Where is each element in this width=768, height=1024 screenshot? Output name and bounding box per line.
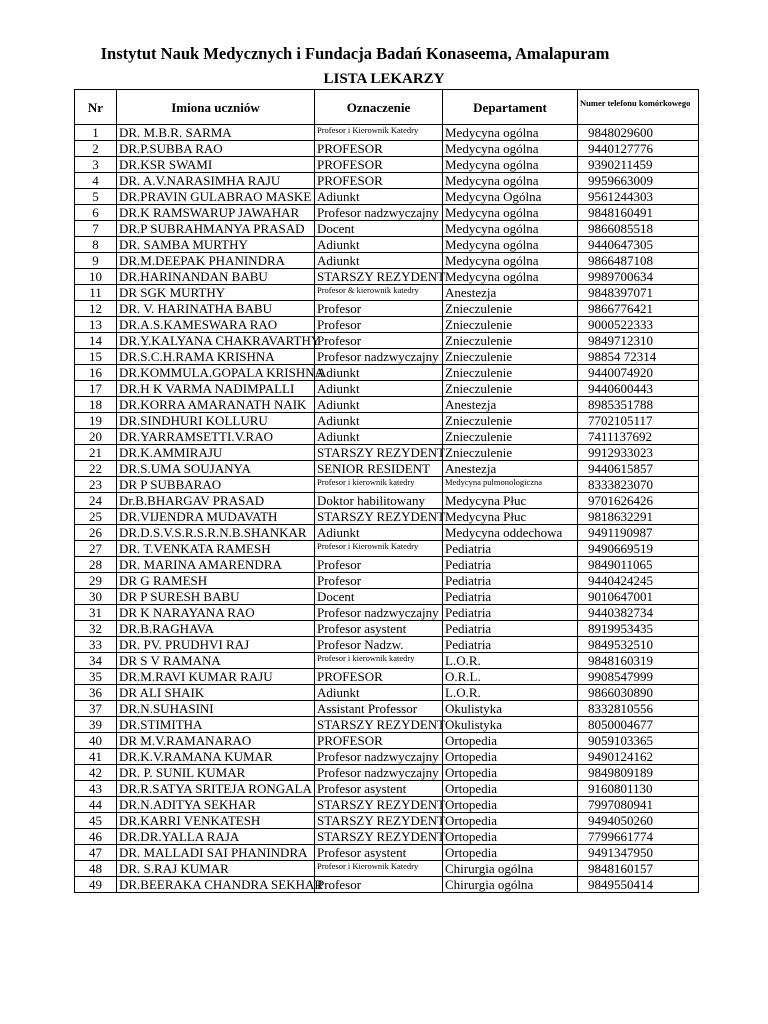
cell-phone: 9491347950 bbox=[578, 845, 699, 861]
column-header-nr: Nr bbox=[75, 90, 117, 125]
cell-name: DR.VIJENDRA MUDAVATH bbox=[117, 509, 315, 525]
cell-department: Znieczulenie bbox=[443, 445, 578, 461]
cell-name: DR. MALLADI SAI PHANINDRA bbox=[117, 845, 315, 861]
cell-designation: SENIOR RESIDENT bbox=[315, 461, 443, 477]
cell-name: DR.HARINANDAN BABU bbox=[117, 269, 315, 285]
cell-name: DR. SAMBA MURTHY bbox=[117, 237, 315, 253]
table-row bbox=[75, 477, 699, 493]
cell-nr: 35 bbox=[75, 669, 117, 685]
cell-department: Medycyna pulmonologiczna bbox=[443, 477, 578, 493]
table-row bbox=[75, 157, 699, 173]
cell-nr: 37 bbox=[75, 701, 117, 717]
cell-nr: 41 bbox=[75, 749, 117, 765]
cell-designation: Adiunkt bbox=[315, 237, 443, 253]
cell-nr: 17 bbox=[75, 381, 117, 397]
cell-name: DR. PV. PRUDHVI RAJ bbox=[117, 637, 315, 653]
cell-nr: 40 bbox=[75, 733, 117, 749]
cell-department: Okulistyka bbox=[443, 717, 578, 733]
cell-designation: Profesor asystent bbox=[315, 845, 443, 861]
cell-department: Ortopedia bbox=[443, 781, 578, 797]
cell-phone: 9849532510 bbox=[578, 637, 699, 653]
cell-nr: 18 bbox=[75, 397, 117, 413]
cell-department: Chirurgia ogólna bbox=[443, 861, 578, 877]
cell-designation: Profesor Nadzw. bbox=[315, 637, 443, 653]
cell-nr: 25 bbox=[75, 509, 117, 525]
cell-nr: 43 bbox=[75, 781, 117, 797]
cell-name: DR.YARRAMSETTI.V.RAO bbox=[117, 429, 315, 445]
cell-nr: 10 bbox=[75, 269, 117, 285]
cell-designation: Adiunkt bbox=[315, 685, 443, 701]
cell-department: Medycyna ogólna bbox=[443, 253, 578, 269]
cell-name: DR.S.UMA SOUJANYA bbox=[117, 461, 315, 477]
cell-phone: 9010647001 bbox=[578, 589, 699, 605]
cell-nr: 11 bbox=[75, 285, 117, 301]
cell-phone: 9989700634 bbox=[578, 269, 699, 285]
cell-phone: 9490669519 bbox=[578, 541, 699, 557]
cell-nr: 28 bbox=[75, 557, 117, 573]
cell-designation: Adiunkt bbox=[315, 381, 443, 397]
cell-designation: Assistant Professor bbox=[315, 701, 443, 717]
table-row bbox=[75, 829, 699, 845]
cell-phone: 7702105117 bbox=[578, 413, 699, 429]
cell-nr: 29 bbox=[75, 573, 117, 589]
cell-phone: 9440615857 bbox=[578, 461, 699, 477]
cell-designation: STARSZY REZYDENT bbox=[315, 717, 443, 733]
column-header-name: Imiona uczniów bbox=[117, 90, 315, 125]
cell-name: DR.B.RAGHAVA bbox=[117, 621, 315, 637]
cell-phone: 8333823070 bbox=[578, 477, 699, 493]
cell-name: Dr.B.BHARGAV PRASAD bbox=[117, 493, 315, 509]
table-row bbox=[75, 557, 699, 573]
cell-department: Znieczulenie bbox=[443, 333, 578, 349]
table-row bbox=[75, 685, 699, 701]
cell-designation: Adiunkt bbox=[315, 429, 443, 445]
cell-designation: Profesor bbox=[315, 573, 443, 589]
cell-designation: Profesor bbox=[315, 301, 443, 317]
cell-name: DR.Y.KALYANA CHAKRAVARTHY bbox=[117, 333, 315, 349]
cell-nr: 32 bbox=[75, 621, 117, 637]
cell-name: DR.BEERAKA CHANDRA SEKHAR bbox=[117, 877, 315, 893]
table-row bbox=[75, 365, 699, 381]
cell-designation: Profesor nadzwyczajny bbox=[315, 205, 443, 221]
institute-name: Instytut Nauk Medycznych i Fundacja Badań Konaseema, Amalapuram bbox=[100, 44, 610, 63]
cell-name: DR.A.S.KAMESWARA RAO bbox=[117, 317, 315, 333]
cell-designation: Doktor habilitowany bbox=[315, 493, 443, 509]
table-row bbox=[75, 349, 699, 365]
cell-phone: 9866776421 bbox=[578, 301, 699, 317]
cell-department: Znieczulenie bbox=[443, 429, 578, 445]
cell-phone: 9000522333 bbox=[578, 317, 699, 333]
cell-department: Ortopedia bbox=[443, 829, 578, 845]
table-row bbox=[75, 797, 699, 813]
table-row bbox=[75, 445, 699, 461]
table-body bbox=[75, 125, 699, 893]
cell-phone: 9390211459 bbox=[578, 157, 699, 173]
table-row bbox=[75, 317, 699, 333]
cell-nr: 26 bbox=[75, 525, 117, 541]
cell-name: DR.KARRI VENKATESH bbox=[117, 813, 315, 829]
cell-phone: 9866487108 bbox=[578, 253, 699, 269]
cell-nr: 46 bbox=[75, 829, 117, 845]
table-row bbox=[75, 525, 699, 541]
cell-designation: STARSZY REZYDENT bbox=[315, 797, 443, 813]
cell-designation: STARSZY REZYDENT bbox=[315, 829, 443, 845]
cell-phone: 9908547999 bbox=[578, 669, 699, 685]
cell-department: Ortopedia bbox=[443, 797, 578, 813]
cell-phone: 9912933023 bbox=[578, 445, 699, 461]
cell-designation: PROFESOR bbox=[315, 141, 443, 157]
cell-department: Medycyna ogólna bbox=[443, 237, 578, 253]
cell-phone: 8332810556 bbox=[578, 701, 699, 717]
cell-designation: PROFESOR bbox=[315, 173, 443, 189]
cell-phone: 9440647305 bbox=[578, 237, 699, 253]
cell-department: O.R.L. bbox=[443, 669, 578, 685]
cell-designation: Profesor asystent bbox=[315, 621, 443, 637]
cell-nr: 8 bbox=[75, 237, 117, 253]
cell-phone: 9848160157 bbox=[578, 861, 699, 877]
table-row bbox=[75, 845, 699, 861]
cell-department: Medycyna Ogólna bbox=[443, 189, 578, 205]
cell-designation: Profesor nadzwyczajny bbox=[315, 605, 443, 621]
cell-name: DR.P SUBRAHMANYA PRASAD bbox=[117, 221, 315, 237]
cell-designation: Profesor bbox=[315, 557, 443, 573]
table-row bbox=[75, 733, 699, 749]
cell-phone: 9160801130 bbox=[578, 781, 699, 797]
cell-nr: 45 bbox=[75, 813, 117, 829]
cell-designation: Docent bbox=[315, 221, 443, 237]
cell-designation: Adiunkt bbox=[315, 189, 443, 205]
cell-name: DR G RAMESH bbox=[117, 573, 315, 589]
cell-phone: 9866085518 bbox=[578, 221, 699, 237]
cell-nr: 47 bbox=[75, 845, 117, 861]
cell-nr: 4 bbox=[75, 173, 117, 189]
cell-phone: 9701626426 bbox=[578, 493, 699, 509]
cell-designation: Docent bbox=[315, 589, 443, 605]
cell-name: DR.K.V.RAMANA KUMAR bbox=[117, 749, 315, 765]
cell-department: Pediatria bbox=[443, 637, 578, 653]
table-row bbox=[75, 621, 699, 637]
cell-phone: 9849809189 bbox=[578, 765, 699, 781]
cell-name: DR.P.SUBBA RAO bbox=[117, 141, 315, 157]
table-row bbox=[75, 461, 699, 477]
cell-nr: 30 bbox=[75, 589, 117, 605]
cell-nr: 14 bbox=[75, 333, 117, 349]
cell-name: DR.DR.YALLA RAJA bbox=[117, 829, 315, 845]
cell-nr: 1 bbox=[75, 125, 117, 141]
table-row bbox=[75, 637, 699, 653]
table-row bbox=[75, 397, 699, 413]
cell-name: DR.K.AMMIRAJU bbox=[117, 445, 315, 461]
table-row bbox=[75, 877, 699, 893]
cell-designation: STARSZY REZYDENT bbox=[315, 269, 443, 285]
cell-designation: Adiunkt bbox=[315, 397, 443, 413]
table-row bbox=[75, 413, 699, 429]
cell-department: Medycyna ogólna bbox=[443, 221, 578, 237]
cell-phone: 8985351788 bbox=[578, 397, 699, 413]
cell-phone: 9440600443 bbox=[578, 381, 699, 397]
column-header-department: Departament bbox=[443, 90, 578, 125]
cell-name: DR.M.DEEPAK PHANINDRA bbox=[117, 253, 315, 269]
cell-department: Ortopedia bbox=[443, 733, 578, 749]
cell-department: Medycyna ogólna bbox=[443, 205, 578, 221]
cell-department: Pediatria bbox=[443, 541, 578, 557]
cell-phone: 9848160319 bbox=[578, 653, 699, 669]
cell-phone: 9059103365 bbox=[578, 733, 699, 749]
cell-department: Znieczulenie bbox=[443, 381, 578, 397]
cell-nr: 34 bbox=[75, 653, 117, 669]
cell-department: L.O.R. bbox=[443, 685, 578, 701]
cell-phone: 9849550414 bbox=[578, 877, 699, 893]
cell-nr: 16 bbox=[75, 365, 117, 381]
cell-name: DR.K RAMSWARUP JAWAHAR bbox=[117, 205, 315, 221]
cell-designation: PROFESOR bbox=[315, 669, 443, 685]
cell-phone: 9561244303 bbox=[578, 189, 699, 205]
cell-department: Pediatria bbox=[443, 589, 578, 605]
table-row bbox=[75, 333, 699, 349]
doctors-table bbox=[74, 89, 699, 893]
cell-designation: PROFESOR bbox=[315, 157, 443, 173]
cell-department: Ortopedia bbox=[443, 765, 578, 781]
cell-name: DR M.V.RAMANARAO bbox=[117, 733, 315, 749]
cell-name: DR.PRAVIN GULABRAO MASKE bbox=[117, 189, 315, 205]
cell-name: DR.KORRA AMARANATH NAIK bbox=[117, 397, 315, 413]
cell-designation: Profesor asystent bbox=[315, 781, 443, 797]
cell-phone: 7799661774 bbox=[578, 829, 699, 845]
cell-name: DR S V RAMANA bbox=[117, 653, 315, 669]
cell-phone: 8919953435 bbox=[578, 621, 699, 637]
column-header-designation: Oznaczenie bbox=[315, 90, 443, 125]
cell-phone: 7411137692 bbox=[578, 429, 699, 445]
cell-nr: 33 bbox=[75, 637, 117, 653]
table-row bbox=[75, 765, 699, 781]
cell-designation: STARSZY REZYDENT bbox=[315, 813, 443, 829]
cell-department: Anestezja bbox=[443, 397, 578, 413]
cell-designation: Profesor i kierownik katedry bbox=[315, 477, 443, 493]
cell-designation: Profesor & kierownik katedry bbox=[315, 285, 443, 301]
cell-name: DR K NARAYANA RAO bbox=[117, 605, 315, 621]
cell-department: Anestezja bbox=[443, 461, 578, 477]
cell-department: Znieczulenie bbox=[443, 317, 578, 333]
table-row bbox=[75, 381, 699, 397]
cell-designation: Profesor nadzwyczajny bbox=[315, 349, 443, 365]
cell-name: DR. T.VENKATA RAMESH bbox=[117, 541, 315, 557]
cell-nr: 49 bbox=[75, 877, 117, 893]
table-row bbox=[75, 189, 699, 205]
cell-nr: 27 bbox=[75, 541, 117, 557]
cell-designation: STARSZY REZYDENT bbox=[315, 445, 443, 461]
table-row bbox=[75, 509, 699, 525]
cell-department: Medycyna oddechowa bbox=[443, 525, 578, 541]
cell-name: DR.KSR SWAMI bbox=[117, 157, 315, 173]
cell-department: Znieczulenie bbox=[443, 349, 578, 365]
cell-phone: 9494050260 bbox=[578, 813, 699, 829]
cell-designation: PROFESOR bbox=[315, 733, 443, 749]
table-row bbox=[75, 301, 699, 317]
cell-name: DR. M.B.R. SARMA bbox=[117, 125, 315, 141]
cell-name: DR.N.ADITYA SEKHAR bbox=[117, 797, 315, 813]
cell-nr: 36 bbox=[75, 685, 117, 701]
table-row bbox=[75, 861, 699, 877]
cell-designation: Profesor i kierownik katedry bbox=[315, 653, 443, 669]
cell-phone: 9848160491 bbox=[578, 205, 699, 221]
cell-phone: 7997080941 bbox=[578, 797, 699, 813]
cell-nr: 2 bbox=[75, 141, 117, 157]
table-row bbox=[75, 669, 699, 685]
table-row bbox=[75, 285, 699, 301]
cell-name: DR P SUBBARAO bbox=[117, 477, 315, 493]
cell-name: DR.M.RAVI KUMAR RAJU bbox=[117, 669, 315, 685]
cell-department: Okulistyka bbox=[443, 701, 578, 717]
table-row bbox=[75, 253, 699, 269]
cell-phone: 9848397071 bbox=[578, 285, 699, 301]
cell-phone: 9818632291 bbox=[578, 509, 699, 525]
table-row bbox=[75, 749, 699, 765]
cell-phone: 9959663009 bbox=[578, 173, 699, 189]
cell-name: DR.D.S.V.S.R.S.R.N.B.SHANKAR bbox=[117, 525, 315, 541]
cell-department: Pediatria bbox=[443, 573, 578, 589]
cell-name: DR. S.RAJ KUMAR bbox=[117, 861, 315, 877]
cell-phone: 9849712310 bbox=[578, 333, 699, 349]
cell-department: Medycyna ogólna bbox=[443, 269, 578, 285]
cell-department: Ortopedia bbox=[443, 813, 578, 829]
table-row bbox=[75, 717, 699, 733]
cell-name: DR ALI SHAIK bbox=[117, 685, 315, 701]
cell-department: Ortopedia bbox=[443, 845, 578, 861]
table-row bbox=[75, 269, 699, 285]
cell-designation: STARSZY REZYDENT bbox=[315, 509, 443, 525]
cell-designation: Adiunkt bbox=[315, 365, 443, 381]
cell-designation: Profesor nadzwyczajny bbox=[315, 749, 443, 765]
cell-nr: 22 bbox=[75, 461, 117, 477]
cell-nr: 7 bbox=[75, 221, 117, 237]
cell-phone: 8050004677 bbox=[578, 717, 699, 733]
list-title: LISTA LEKARZY bbox=[323, 71, 445, 87]
cell-department: Anestezja bbox=[443, 285, 578, 301]
cell-department: Medycyna ogólna bbox=[443, 141, 578, 157]
cell-department: Ortopedia bbox=[443, 749, 578, 765]
cell-nr: 21 bbox=[75, 445, 117, 461]
cell-designation: Profesor i Kierownik Katedry bbox=[315, 541, 443, 557]
cell-phone: 9866030890 bbox=[578, 685, 699, 701]
table-row bbox=[75, 781, 699, 797]
cell-nr: 19 bbox=[75, 413, 117, 429]
cell-name: DR. A.V.NARASIMHA RAJU bbox=[117, 173, 315, 189]
cell-phone: 9440074920 bbox=[578, 365, 699, 381]
table-row bbox=[75, 141, 699, 157]
table-row bbox=[75, 125, 699, 141]
cell-nr: 3 bbox=[75, 157, 117, 173]
cell-department: Medycyna Płuc bbox=[443, 509, 578, 525]
cell-department: Znieczulenie bbox=[443, 365, 578, 381]
cell-name: DR. P. SUNIL KUMAR bbox=[117, 765, 315, 781]
cell-nr: 24 bbox=[75, 493, 117, 509]
cell-name: DR.KOMMULA.GOPALA KRISHNA bbox=[117, 365, 315, 381]
cell-designation: Profesor bbox=[315, 333, 443, 349]
table-row bbox=[75, 237, 699, 253]
table-row bbox=[75, 653, 699, 669]
table-row bbox=[75, 429, 699, 445]
table-row bbox=[75, 605, 699, 621]
cell-nr: 31 bbox=[75, 605, 117, 621]
cell-name: DR. MARINA AMARENDRA bbox=[117, 557, 315, 573]
cell-department: Pediatria bbox=[443, 621, 578, 637]
cell-name: DR.R.SATYA SRITEJA RONGALA bbox=[117, 781, 315, 797]
cell-nr: 6 bbox=[75, 205, 117, 221]
cell-department: Pediatria bbox=[443, 557, 578, 573]
cell-department: Medycyna ogólna bbox=[443, 173, 578, 189]
cell-nr: 15 bbox=[75, 349, 117, 365]
table-header-row bbox=[75, 90, 699, 125]
cell-name: DR.N.SUHASINI bbox=[117, 701, 315, 717]
cell-name: DR. V. HARINATHA BABU bbox=[117, 301, 315, 317]
cell-name: DR.SINDHURI KOLLURU bbox=[117, 413, 315, 429]
table-row bbox=[75, 701, 699, 717]
cell-nr: 23 bbox=[75, 477, 117, 493]
table-row bbox=[75, 205, 699, 221]
cell-designation: Profesor nadzwyczajny bbox=[315, 765, 443, 781]
cell-nr: 42 bbox=[75, 765, 117, 781]
cell-name: DR.H K VARMA NADIMPALLI bbox=[117, 381, 315, 397]
cell-phone: 9490124162 bbox=[578, 749, 699, 765]
cell-department: Medycyna ogólna bbox=[443, 157, 578, 173]
table-row bbox=[75, 813, 699, 829]
cell-designation: Profesor bbox=[315, 317, 443, 333]
cell-phone: 9849011065 bbox=[578, 557, 699, 573]
cell-name: DR.S.C.H.RAMA KRISHNA bbox=[117, 349, 315, 365]
cell-designation: Profesor i Kierownik Katedry bbox=[315, 861, 443, 877]
cell-name: DR.STIMITHA bbox=[117, 717, 315, 733]
cell-nr: 39 bbox=[75, 717, 117, 733]
cell-nr: 48 bbox=[75, 861, 117, 877]
cell-designation: Adiunkt bbox=[315, 525, 443, 541]
cell-designation: Adiunkt bbox=[315, 253, 443, 269]
table-row bbox=[75, 589, 699, 605]
cell-department: L.O.R. bbox=[443, 653, 578, 669]
cell-nr: 20 bbox=[75, 429, 117, 445]
cell-phone: 9848029600 bbox=[578, 125, 699, 141]
table-row bbox=[75, 173, 699, 189]
cell-phone: 9440424245 bbox=[578, 573, 699, 589]
cell-department: Pediatria bbox=[443, 605, 578, 621]
cell-nr: 44 bbox=[75, 797, 117, 813]
cell-designation: Adiunkt bbox=[315, 413, 443, 429]
cell-name: DR P SURESH BABU bbox=[117, 589, 315, 605]
cell-phone: 9440127776 bbox=[578, 141, 699, 157]
table-row bbox=[75, 573, 699, 589]
cell-department: Chirurgia ogólna bbox=[443, 877, 578, 893]
cell-phone: 9491190987 bbox=[578, 525, 699, 541]
table-row bbox=[75, 221, 699, 237]
cell-phone: 98854 72314 bbox=[578, 349, 699, 365]
cell-designation: Profesor bbox=[315, 877, 443, 893]
cell-department: Znieczulenie bbox=[443, 301, 578, 317]
cell-nr: 9 bbox=[75, 253, 117, 269]
cell-nr: 13 bbox=[75, 317, 117, 333]
table-row bbox=[75, 493, 699, 509]
cell-phone: 9440382734 bbox=[578, 605, 699, 621]
cell-department: Medycyna Płuc bbox=[443, 493, 578, 509]
column-header-phone: Numer telefonu komórkowego bbox=[578, 90, 699, 125]
cell-name: DR SGK MURTHY bbox=[117, 285, 315, 301]
cell-nr: 5 bbox=[75, 189, 117, 205]
cell-department: Medycyna ogólna bbox=[443, 125, 578, 141]
cell-department: Znieczulenie bbox=[443, 413, 578, 429]
cell-designation: Profesor i Kierownik Katedry bbox=[315, 125, 443, 141]
table-row bbox=[75, 541, 699, 557]
cell-nr: 12 bbox=[75, 301, 117, 317]
